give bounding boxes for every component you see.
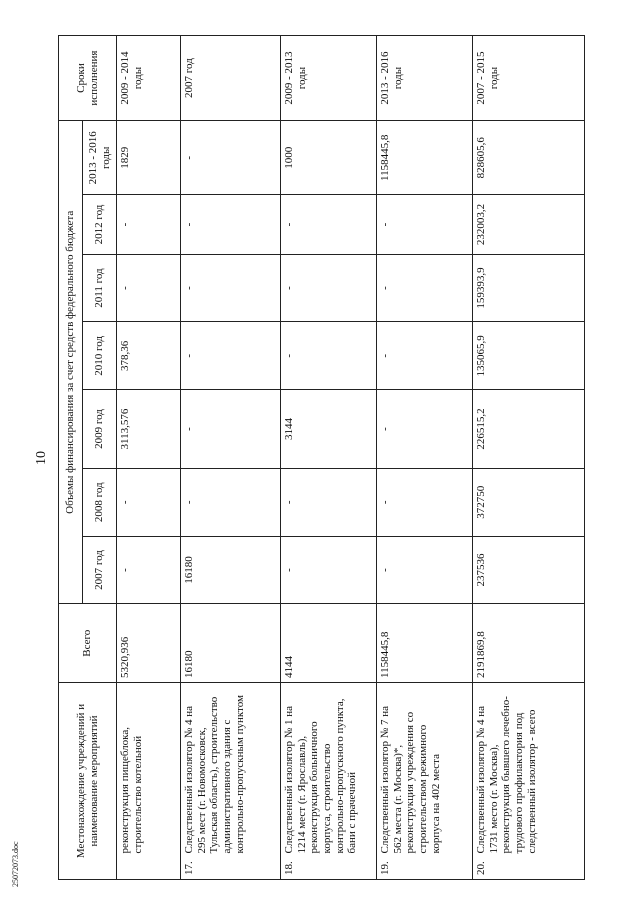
row-term: 2009 - 2014 годы [117,36,181,121]
row-value: - [377,536,473,604]
row-value: - [281,322,377,390]
row-value: - [117,468,181,536]
header-year: 2013 - 2016 годы [83,121,117,195]
row-index: 19. [377,857,473,879]
row-value: 159393,9 [473,254,585,322]
row-value: 378,36 [117,322,181,390]
table-row [117,36,181,880]
table-row [281,36,377,880]
row-value: 237536 [473,536,585,604]
row-index: 17. [181,857,281,879]
header-location: Местонахождение учреждений и наименование мероприятий [59,683,117,880]
row-value: - [281,254,377,322]
row-value: 1000 [281,121,377,195]
row-total: 1158445,8 [377,604,473,683]
header-year: 2011 год [83,254,117,322]
rotated-table-container [58,35,626,880]
row-value: 1158445,8 [377,121,473,195]
row-value: - [181,468,281,536]
row-total: 4144 [281,604,377,683]
header-terms: Сроки исполнения [59,36,117,121]
row-name: Следственный изолятор № 7 на 562 места (г. Москва)*, реконструкция учреждения со строительством режимного корпуса на 402 места [377,683,473,858]
row-value: - [117,254,181,322]
row-index [117,857,181,879]
header-year: 2010 год [83,322,117,390]
row-value: - [377,195,473,254]
row-value: - [181,254,281,322]
row-value: - [377,254,473,322]
row-value: - [281,195,377,254]
row-term: 2007 год [181,36,281,121]
table-row [473,36,585,880]
row-term: 2009 - 2013 годы [281,36,377,121]
row-value: - [181,322,281,390]
header-total: Всего [59,604,117,683]
row-value: - [377,322,473,390]
row-value: - [377,468,473,536]
header-year: 2007 год [83,536,117,604]
row-term: 2013 - 2016 годы [377,36,473,121]
row-value: - [281,468,377,536]
page-number: 10 [34,451,49,465]
row-value: - [117,195,181,254]
row-value: 3113,576 [117,390,181,469]
row-name: Следственный изолятор № 4 на 1731 место (г. Москва), реконструкция бывшего лечебно-трудового профилактория под следственный изолятор - всего [473,683,585,858]
header-year: 2009 год [83,390,117,469]
header-group: Объемы финансирования за счет средств федерального бюджета [59,121,83,604]
row-total: 16180 [181,604,281,683]
row-value: - [281,536,377,604]
row-value: 828605,6 [473,121,585,195]
row-total: 2191869,8 [473,604,585,683]
row-index: 20. [473,857,585,879]
row-value: 226515,2 [473,390,585,469]
row-value: - [181,121,281,195]
row-value: 135065,9 [473,322,585,390]
funding-table [58,35,585,880]
row-value: - [377,390,473,469]
row-total: 5320,936 [117,604,181,683]
header-year: 2012 год [83,195,117,254]
row-value: - [181,195,281,254]
row-value: 3144 [281,390,377,469]
row-value: - [181,390,281,469]
row-value: 16180 [181,536,281,604]
row-value: - [117,536,181,604]
row-name: Следственный изолятор № 1 на 1214 мест (г. Ярославль), реконструкция больничного корпуса, строительство контрольно-пропускного пункта, бани с прачечной [281,683,377,858]
row-index: 18. [281,857,377,879]
row-value: 1829 [117,121,181,195]
table-row [181,36,281,880]
row-value: 372750 [473,468,585,536]
header-year: 2008 год [83,468,117,536]
footer-code: 25072073.doc [11,841,20,887]
table-row [377,36,473,880]
row-value: 232003,2 [473,195,585,254]
row-name: Следственный изолятор № 4 на 295 мест (г. Новомосковск, Тульская область), строительство административного здания с контрольно-пропускным пунктом [181,683,281,858]
row-term: 2007 - 2015 годы [473,36,585,121]
row-name: реконструкция пищеблока, строительство котельной [117,683,181,858]
